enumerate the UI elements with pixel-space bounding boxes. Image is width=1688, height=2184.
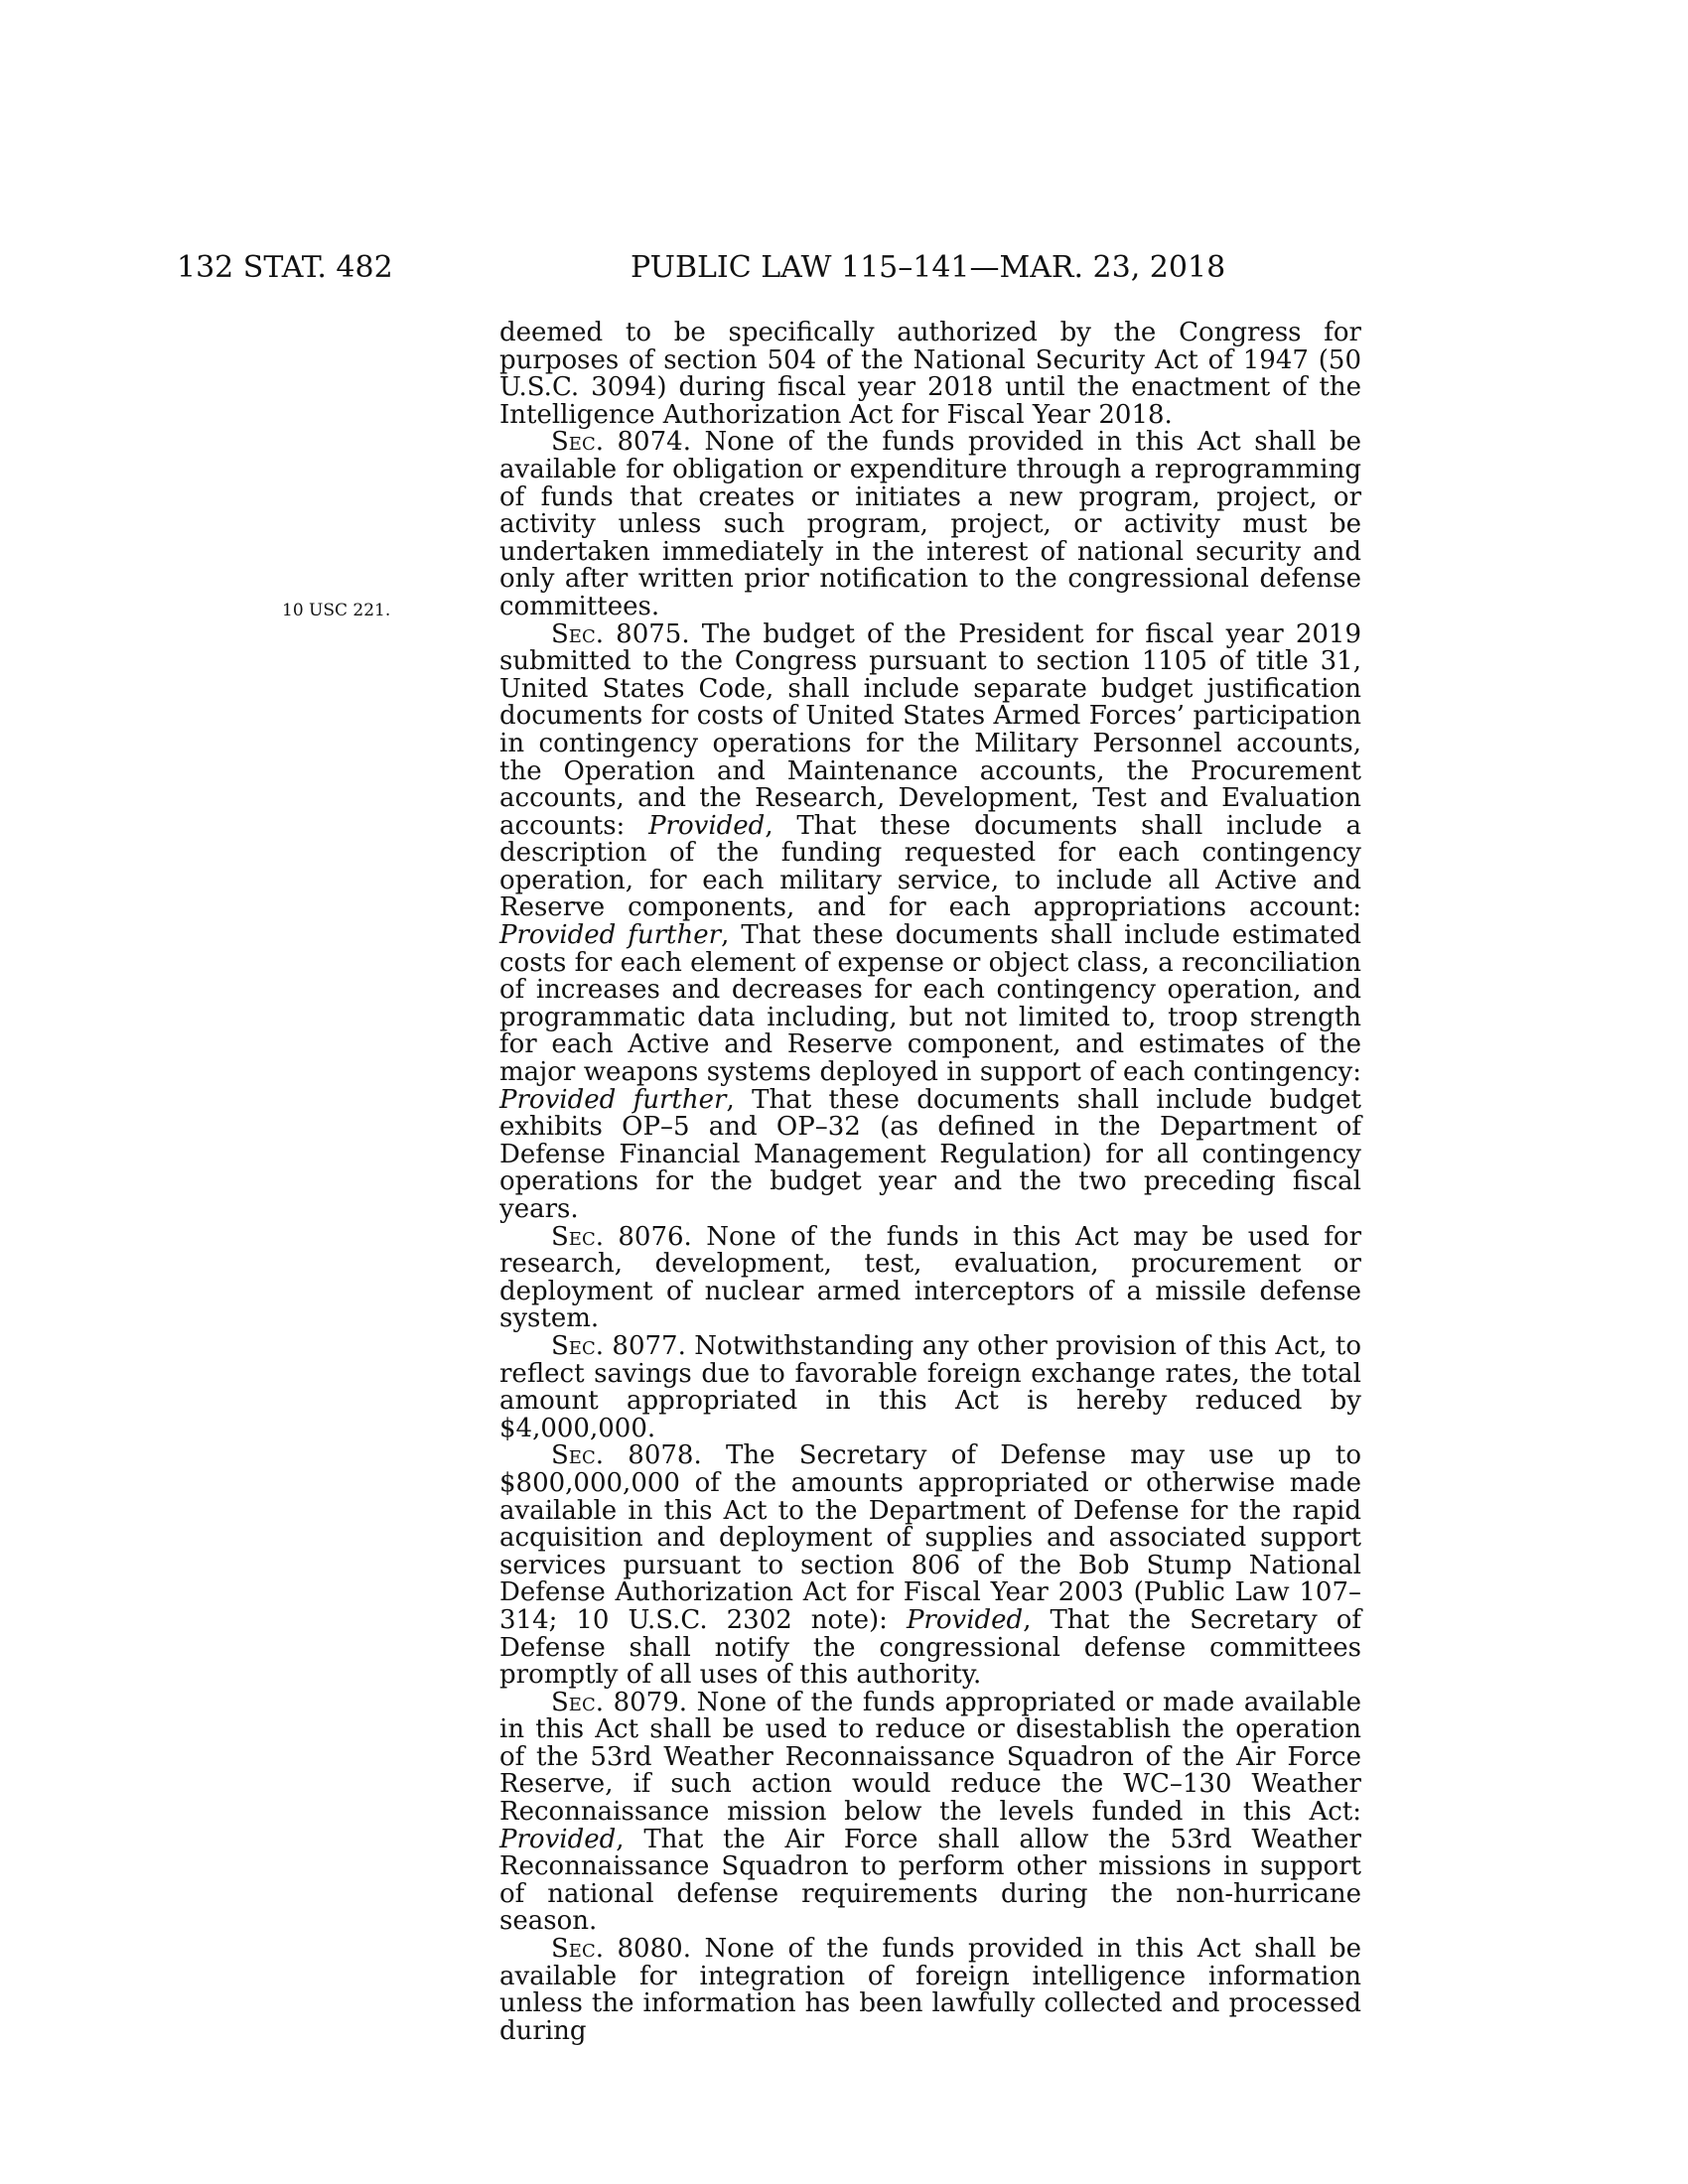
- section-label: Sec.: [551, 1221, 604, 1252]
- section-text: , That these documents shall include budget exhibits OP–5 and OP–32 (as defined in the Department of Defense Financial Management Regulation) for all contingency operations for the budget year and the two preceding fiscal years.: [499, 1084, 1361, 1224]
- section-text: 8077. Notwithstanding any other provision of this Act, to reflect savings due to favorable foreign exchange rates, the total amount appropriated in this Act is hereby reduced by $4,000,000.: [499, 1330, 1361, 1443]
- section-label: Sec.: [551, 1934, 604, 1965]
- section-8077: [499, 1330, 1361, 1443]
- section-text: , That these documents shall include a description of the funding requested for each contingency operation, for each military service, to include all Active and Reserve components, and for each appropriations account:: [499, 810, 1361, 923]
- section-text: , That the Air Force shall allow the 53rd Weather Reconnaissance Squadron to perform other missions in support of national defense requirements during the non-hurricane season.: [499, 1824, 1361, 1937]
- section-8078: [499, 1442, 1361, 1689]
- paragraph-text: deemed to be specifically authorized by the Congress for purposes of section 504 of the National Security Act of 1947 (50 U.S.C. 3094) during fiscal year 2018 until the enactment of the Intelligence Authorization Act for Fiscal Year 2018.: [499, 318, 1361, 430]
- section-8076: [499, 1221, 1361, 1334]
- margin-citation: 10 USC 221.: [282, 601, 391, 620]
- section-text: 8074. None of the funds provided in this Act shall be available for obligation or expenditure through a reprogramming of funds that creates or initiates a new program, project, or activity unless such program, project, or activity must be undertaken immediately in the interest of national security and only after written prior notification to the congressional defense committees.: [499, 427, 1361, 621]
- public-law-title: PUBLIC LAW 115–141—MAR. 23, 2018: [631, 250, 1226, 285]
- section-label: Sec.: [551, 427, 604, 458]
- section-8080: [499, 1936, 1361, 2045]
- section-text: 8076. None of the funds in this Act may be used for research, development, test, evaluation, procurement or deployment of nuclear armed interceptors of a missile defense system.: [499, 1221, 1361, 1334]
- section-8075: [499, 618, 1361, 1224]
- section-text: 8075. The budget of the President for fiscal year 2019 submitted to the Congress pursuant to section 1105 of title 31, United States Code, shall include separate budget justification documents for costs of United States Armed Forces’ participation in contingency operations for the Military Personnel accounts, the Operation and Maintenance accounts, the Procurement accounts, and the Research, Development, Test and Evaluation accounts:: [499, 618, 1361, 841]
- section-text: 8079. None of the funds appropriated or made available in this Act shall be used to reduce or disestablish the operation of the 53rd Weather Reconnaissance Squadron of the Air Force Reserve, if such action would reduce the WC–130 Weather Reconnaissance mission below the levels funded in this Act:: [499, 1687, 1361, 1828]
- section-text: , That the Secretary of Defense shall notify the congressional defense committees promptly of all uses of this authority.: [499, 1604, 1361, 1691]
- paragraph-continuation: [499, 320, 1361, 429]
- section-8079: [499, 1687, 1361, 1937]
- stat-page-number: 132 STAT. 482: [177, 250, 393, 285]
- section-label: Sec.: [551, 1687, 604, 1717]
- section-text: , That these documents shall include estimated costs for each element of expense or object class, a reconciliation of increases and decreases for each contingency operation, and programmatic data including, but not limited to, troop strength for each Active and Reserve component, and estimates of the major weapons systems deployed in support of each contingency:: [499, 920, 1361, 1088]
- document-body: [499, 320, 1361, 2045]
- section-text: 8078. The Secretary of Defense may use up to $800,000,000 of the amounts appropriated or otherwise made available in this Act to the Department of Defense for the rapid acquisition and deployment of supplies and associated support services pursuant to section 806 of the Bob Stump National Defense Authorization Act for Fiscal Year 2003 (Public Law 107–314; 10 U.S.C. 2302 note):: [499, 1440, 1361, 1635]
- section-label: Sec.: [551, 618, 604, 649]
- proviso-italic: Provided further: [499, 1084, 727, 1115]
- section-label: Sec.: [551, 1330, 604, 1361]
- section-text: 8080. None of the funds provided in this Act shall be available for integration of foreign intelligence information unless the information has been lawfully collected and processed during: [499, 1934, 1361, 2046]
- proviso-italic: Provided: [648, 810, 766, 841]
- section-8074: [499, 429, 1361, 620]
- page-header: [0, 250, 1688, 290]
- proviso-italic: Provided: [499, 1824, 617, 1854]
- section-label: Sec.: [551, 1440, 604, 1471]
- proviso-italic: Provided: [906, 1604, 1024, 1635]
- proviso-italic: Provided further: [499, 920, 722, 951]
